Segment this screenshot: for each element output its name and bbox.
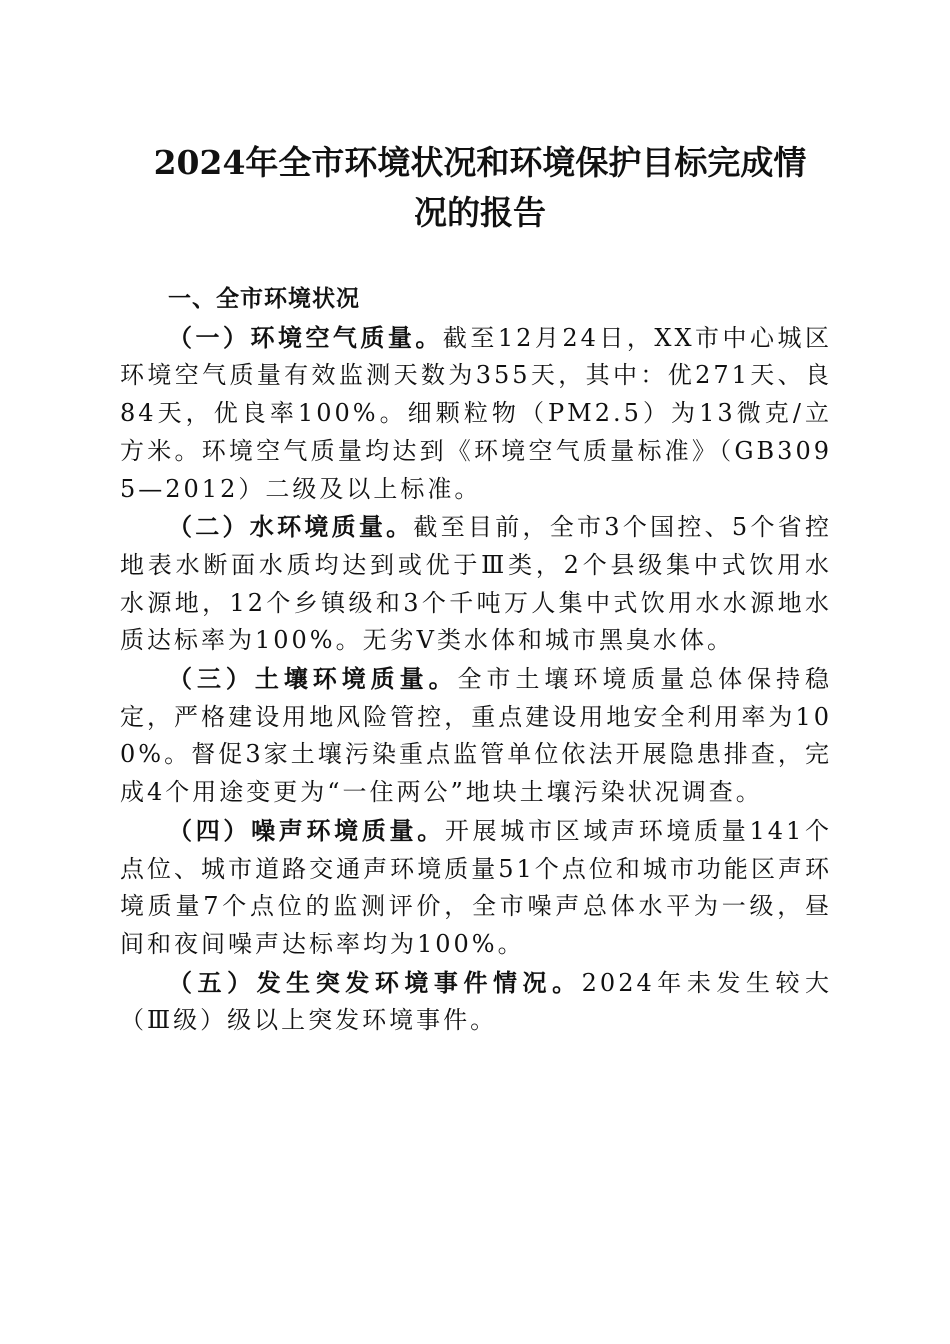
- title-line-1: 2024年全市环境状况和环境保护目标完成情: [153, 143, 807, 182]
- paragraph-soil-quality: [120, 660, 832, 812]
- document-body: [120, 281, 832, 1040]
- paragraph-emergency-events: [120, 964, 832, 1040]
- paragraph-air-quality: [120, 319, 832, 509]
- paragraph-lead: （一）环境空气质量。: [168, 322, 443, 352]
- section-heading: 一、全市环境状况: [168, 286, 360, 312]
- paragraph-lead: （四）噪声环境质量。: [168, 815, 445, 845]
- paragraph-noise-quality: [120, 812, 832, 964]
- paragraph-text: 全市土壤环境质量总体保持稳定，严格建设用地风险管控，重点建设用地安全利用率为100%。督促3家土壤污染重点监管单位依法开展隐患排查，完成4个用途变更为“一住两公”地块土壤污染状况调查。: [120, 665, 833, 807]
- paragraph-text: 2024年未发生较大（Ⅲ级）级以上突发环境事件。: [120, 968, 833, 1035]
- paragraph-text: 截至目前，全市3个国控、5个省控地表水断面水质均达到或优于Ⅲ类，2个县级集中式饮用水水源地，12个乡镇级和3个千吨万人集中式饮用水水源地水质达标率为100%。无劣Ⅴ类水体和城市黑臭水体。: [120, 513, 832, 655]
- paragraph-water-quality: [120, 508, 832, 660]
- paragraph-text: 截至12月24日，XX市中心城区环境空气质量有效监测天数为355天，其中：优271天、良84天，优良率100%。细颗粒物（PM2.5）为13微克/立方米。环境空气质量均达到《环境空气质量标准》（GB3095—2012）二级及以上标准。: [120, 323, 833, 503]
- document-title: [120, 138, 840, 238]
- title-line-2: 况的报告: [414, 193, 546, 232]
- paragraph-lead: （二）水环境质量。: [168, 512, 414, 542]
- paragraph-text: 开展城市区域声环境质量141个点位、城市道路交通声环境质量51个点位和城市功能区声环境质量7个点位的监测评价，全市噪声总体水平为一级，昼间和夜间噪声达标率均为100%。: [120, 816, 832, 958]
- paragraph-lead: （五）发生突发环境事件情况。: [168, 967, 582, 997]
- paragraph-lead: （三）土壤环境质量。: [168, 664, 458, 694]
